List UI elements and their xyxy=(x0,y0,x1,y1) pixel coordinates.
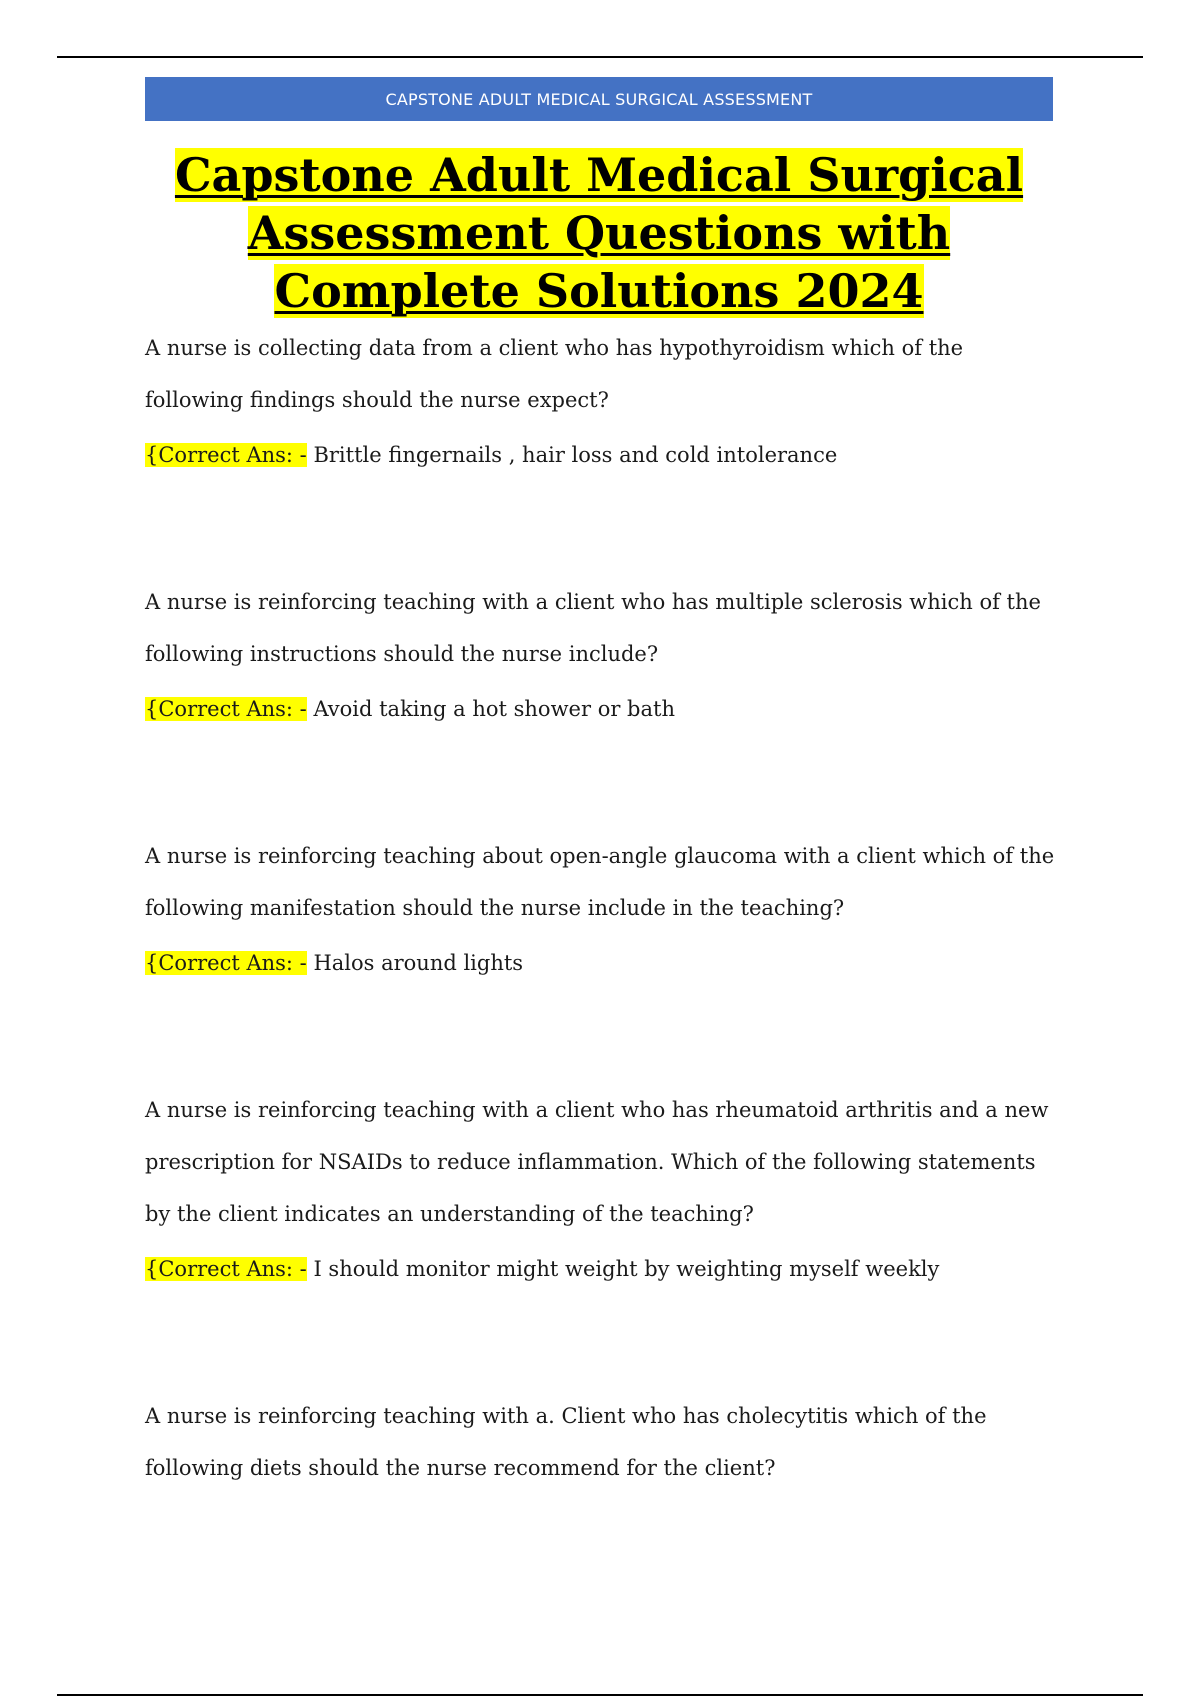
question-text: A nurse is reinforcing teaching with a. Client who has cholecytitis which of the following diets should the nurse recommend for the client? xyxy=(145,1404,987,1480)
correct-answer-label: {Correct Ans: - xyxy=(145,951,307,975)
correct-answer-label: {Correct Ans: - xyxy=(145,443,307,467)
header-band-text: CAPSTONE ADULT MEDICAL SURGICAL ASSESSMENT xyxy=(385,89,813,109)
bottom-rule xyxy=(57,1694,1143,1696)
top-rule xyxy=(57,56,1143,58)
title-line-3: Complete Solutions 2024 xyxy=(274,264,924,318)
question-text: A nurse is collecting data from a client who has hypothyroidism which of the following findings should the nurse expect? xyxy=(145,336,964,412)
title-line-2: Assessment Questions with xyxy=(247,206,951,260)
page-title xyxy=(145,146,1053,320)
qa-item xyxy=(145,1084,1065,1284)
qa-item xyxy=(145,830,1065,978)
answer-line xyxy=(145,948,1065,978)
qa-item xyxy=(145,1390,1065,1494)
answer-line xyxy=(145,440,1065,470)
qa-item xyxy=(145,322,1065,470)
answer-text: Halos around lights xyxy=(313,951,524,975)
answer-text: Avoid taking a hot shower or bath xyxy=(313,697,675,721)
qa-item xyxy=(145,576,1065,724)
question-text: A nurse is reinforcing teaching about open-angle glaucoma with a client which of the following manifestation should the nurse include in the teaching? xyxy=(145,844,1055,920)
correct-answer-label: {Correct Ans: - xyxy=(145,1257,307,1281)
title-line-1: Capstone Adult Medical Surgical xyxy=(174,148,1024,202)
qa-list xyxy=(145,322,1065,1494)
question-text: A nurse is reinforcing teaching with a client who has multiple sclerosis which of the following instructions should the nurse include? xyxy=(145,590,1041,666)
answer-text: Brittle fingernails , hair loss and cold intolerance xyxy=(313,443,838,467)
question-text: A nurse is reinforcing teaching with a client who has rheumatoid arthritis and a new prescription for NSAIDs to reduce inflammation. Which of the following statements by the client indicates an understanding of the teaching? xyxy=(145,1098,1049,1226)
answer-line xyxy=(145,694,1065,724)
answer-line xyxy=(145,1254,1065,1284)
document-header-band xyxy=(145,77,1053,121)
answer-text: I should monitor might weight by weighting myself weekly xyxy=(313,1257,940,1281)
correct-answer-label: {Correct Ans: - xyxy=(145,697,307,721)
